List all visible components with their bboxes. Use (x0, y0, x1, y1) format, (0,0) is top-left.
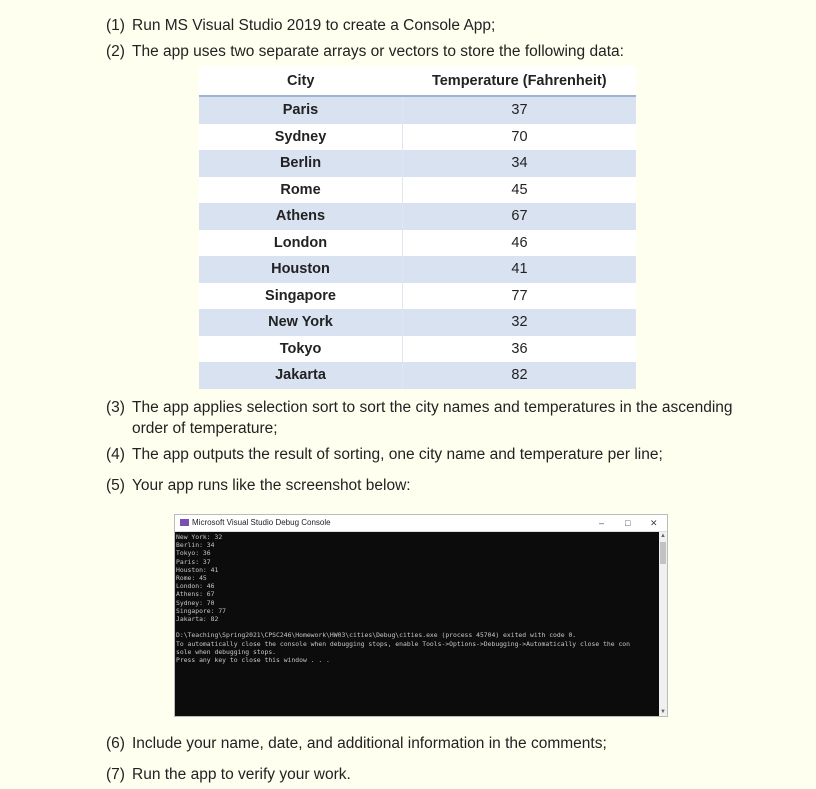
temperature-cell: 36 (403, 336, 637, 363)
console-titlebar (175, 515, 667, 532)
console-line: Jakarta: 82 (176, 615, 219, 624)
temperature-cell: 46 (403, 230, 637, 257)
scroll-down-icon: ▼ (660, 709, 666, 715)
maximize-icon: □ (625, 518, 631, 528)
step-text: Include your name, date, and additional information in the comments; (132, 735, 607, 752)
step-6 (106, 732, 607, 756)
city-temperature-table (199, 66, 636, 389)
temperature-cell: 37 (403, 96, 637, 124)
table-row (199, 309, 636, 336)
table-header-row (199, 66, 636, 96)
step-text: The app applies selection sort to sort the city names and temperatures in the ascending (132, 399, 733, 416)
scroll-thumb (660, 542, 666, 564)
temperature-cell: 41 (403, 256, 637, 283)
temperature-cell: 82 (403, 362, 637, 389)
table-row (199, 283, 636, 310)
close-icon: ✕ (650, 518, 658, 528)
console-scrollbar (659, 532, 667, 716)
table-row (199, 230, 636, 257)
step-number: (7) (106, 766, 125, 783)
temperature-cell: 67 (403, 203, 637, 230)
console-line: Singapore: 77 (176, 606, 227, 615)
column-header-temperature: Temperature (Fahrenheit) (403, 66, 637, 96)
console-line: Sydney: 70 (176, 598, 215, 607)
city-cell: Jakarta (199, 362, 403, 389)
step-text: Your app runs like the screenshot below: (132, 477, 411, 494)
step-1 (106, 14, 495, 38)
table-row (199, 177, 636, 204)
table-row (199, 203, 636, 230)
column-header-city: City (199, 66, 403, 96)
step-number: (6) (106, 735, 125, 752)
table-row (199, 150, 636, 177)
temperature-cell: 34 (403, 150, 637, 177)
console-line: New York: 32 (176, 533, 223, 541)
city-cell: London (199, 230, 403, 257)
step-3-continuation: order of temperature; (132, 420, 278, 437)
console-output (175, 532, 659, 716)
step-4 (106, 443, 663, 467)
console-line: Press any key to close this window . . . (176, 656, 330, 665)
step-text: Run the app to verify your work. (132, 766, 351, 783)
visual-studio-icon (180, 519, 189, 526)
console-line: To automatically close the console when debugging stops, enable Tools->Options->Debugging->Automatically close the con (176, 639, 631, 648)
city-cell: Athens (199, 203, 403, 230)
minimize-icon: – (599, 518, 605, 528)
table-row (199, 256, 636, 283)
console-window-screenshot (174, 514, 668, 717)
console-line: London: 46 (176, 582, 215, 591)
console-line: Athens: 67 (176, 590, 215, 599)
step-7 (106, 763, 351, 787)
step-number: (2) (106, 43, 125, 60)
city-cell: Singapore (199, 283, 403, 310)
console-title: Microsoft Visual Studio Debug Console (192, 518, 331, 527)
console-line: Rome: 45 (176, 574, 207, 583)
temperature-cell: 45 (403, 177, 637, 204)
console-line: sole when debugging stops. (176, 647, 277, 656)
city-cell: Paris (199, 96, 403, 124)
step-2 (106, 40, 624, 64)
step-text: The app outputs the result of sorting, one city name and temperature per line; (132, 446, 663, 463)
scroll-up-icon: ▲ (660, 533, 666, 539)
step-text: The app uses two separate arrays or vectors to store the following data: (132, 43, 624, 60)
city-cell: New York (199, 309, 403, 336)
table-row (199, 336, 636, 363)
city-cell: Tokyo (199, 336, 403, 363)
table-row (199, 96, 636, 124)
step-5 (106, 474, 411, 498)
console-line (176, 623, 658, 631)
console-line: Tokyo: 36 (176, 549, 211, 558)
city-cell: Rome (199, 177, 403, 204)
console-line: D:\Teaching\Spring2021\CPSC246\Homework\HW03\cities\Debug\cities.exe (process 45704) exited with code 0. (176, 631, 577, 640)
step-number: (3) (106, 399, 125, 416)
table-row (199, 124, 636, 151)
console-line: Paris: 37 (176, 557, 211, 566)
temperature-cell: 70 (403, 124, 637, 151)
step-number: (4) (106, 446, 125, 463)
temperature-cell: 32 (403, 309, 637, 336)
table-row (199, 362, 636, 389)
step-number: (1) (106, 17, 125, 34)
step-number: (5) (106, 477, 125, 494)
city-cell: Berlin (199, 150, 403, 177)
city-cell: Houston (199, 256, 403, 283)
console-line: Houston: 41 (176, 565, 219, 574)
temperature-cell: 77 (403, 283, 637, 310)
step-text: Run MS Visual Studio 2019 to create a Console App; (132, 17, 496, 34)
console-line: Berlin: 34 (176, 541, 215, 550)
city-cell: Sydney (199, 124, 403, 151)
